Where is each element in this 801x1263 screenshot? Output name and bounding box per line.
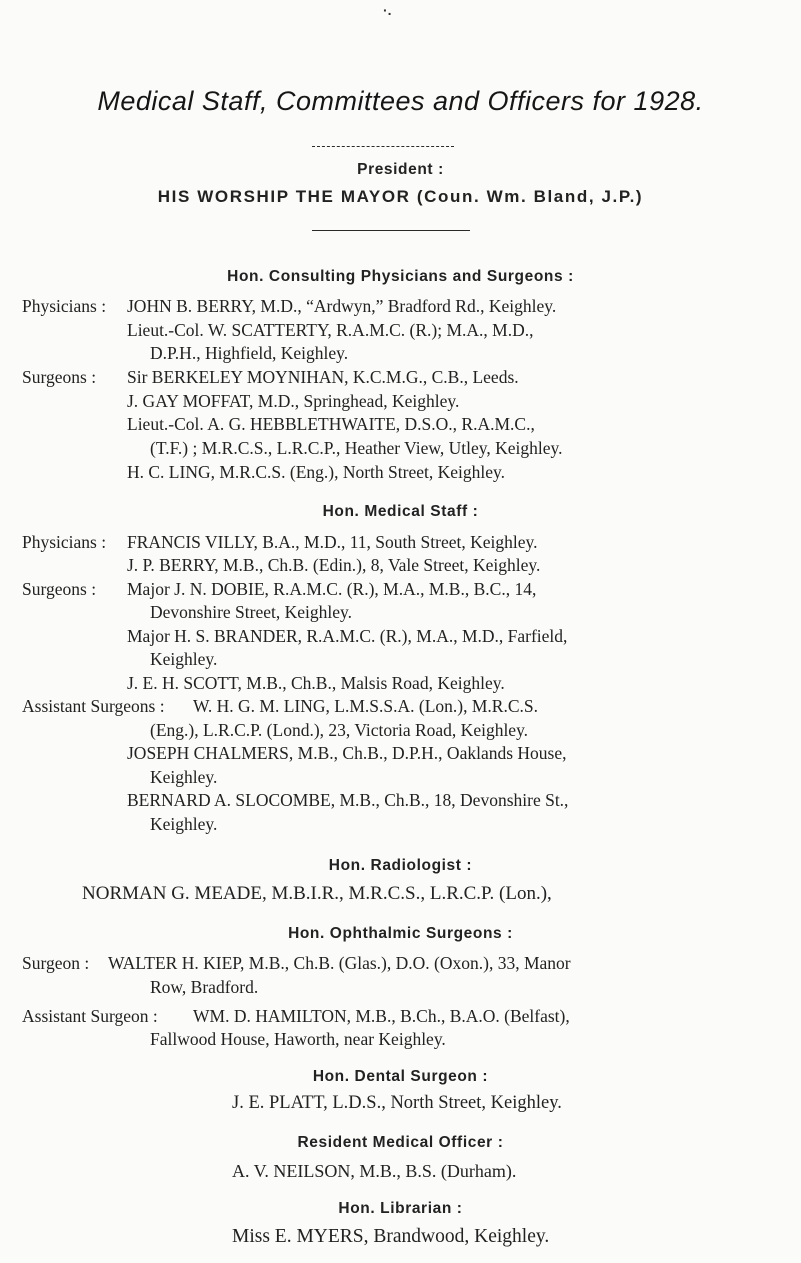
staff-line-5: Major H. S. BRANDER, R.A.M.C. (R.), M.A., M.D., Farfield, <box>127 626 568 646</box>
staff-entry: Major J. N. DOBIE, R.A.M.C. (R.), M.A., M.B., B.C., 14, <box>127 579 537 599</box>
staff-line-12: BERNARD A. SLOCOMBE, M.B., Ch.B., 18, Devonshire St., <box>127 790 569 810</box>
consulting-line-5: J. GAY MOFFAT, M.D., Springhead, Keighley. <box>127 391 460 411</box>
consulting-line-7: (T.F.) ; M.R.C.S., L.R.C.P., Heather View, Utley, Keighley. <box>150 438 563 458</box>
dental-line: J. E. PLATT, L.D.S., North Street, Keighley. <box>232 1093 562 1113</box>
resident-line: A. V. NEILSON, M.B., B.S. (Durham). <box>232 1161 517 1181</box>
resident-heading: Resident Medical Officer : <box>297 1134 504 1151</box>
staff-line-2: J. P. BERRY, M.B., Ch.B. (Edin.), 8, Vale Street, Keighley. <box>127 555 541 575</box>
assistant-surgeon-label: Assistant Surgeon : <box>22 1006 158 1026</box>
staff-line-9: (Eng.), L.R.C.P. (Lond.), 23, Victoria Road, Keighley. <box>150 720 529 740</box>
consulting-line-4 <box>0 367 519 387</box>
president-heading: President : <box>357 161 444 178</box>
physicians-label: Physicians : <box>22 532 107 552</box>
ophthalmic-entry: WALTER H. KIEP, M.B., Ch.B. (Glas.), D.O. (Oxon.), 33, Manor <box>108 953 571 973</box>
consulting-entry: JOHN B. BERRY, M.D., “Ardwyn,” Bradford Rd., Keighley. <box>127 296 557 316</box>
consulting-line-6: Lieut.-Col. A. G. HEBBLETHWAITE, D.S.O., R.A.M.C., <box>127 414 535 434</box>
consulting-entry: Sir BERKELEY MOYNIHAN, K.C.M.G., C.B., Leeds. <box>127 367 519 387</box>
page-mark: ·. <box>383 2 392 18</box>
ophthalmic-line-2: Row, Bradford. <box>150 977 259 997</box>
page-title: Medical Staff, Committees and Officers for 1928. <box>97 86 704 116</box>
consulting-line-8: H. C. LING, M.R.C.S. (Eng.), North Street, Keighley. <box>127 462 505 482</box>
staff-line-3 <box>0 579 536 599</box>
staff-line-10: JOSEPH CHALMERS, M.B., Ch.B., D.P.H., Oaklands House, <box>127 743 567 763</box>
dental-heading: Hon. Dental Surgeon : <box>312 1068 489 1085</box>
ophthalmic-line-1 <box>0 953 571 973</box>
surgeon-label: Surgeon : <box>22 953 90 973</box>
consulting-line-2: Lieut.-Col. W. SCATTERTY, R.A.M.C. (R.); M.A., M.D., <box>127 320 534 340</box>
consulting-line-3: D.P.H., Highfield, Keighley. <box>150 343 349 363</box>
staff-line-11: Keighley. <box>150 767 218 787</box>
radiologist-heading: Hon. Radiologist : <box>328 857 473 874</box>
ophthalmic-line-4: Fallwood House, Haworth, near Keighley. <box>150 1029 446 1049</box>
consulting-line-1 <box>0 296 556 316</box>
assistant-surgeons-label: Assistant Surgeons : <box>22 696 165 716</box>
staff-line-6: Keighley. <box>150 649 218 669</box>
staff-entry: W. H. G. M. LING, L.M.S.S.A. (Lon.), M.R.C.S. <box>193 696 539 716</box>
title-rule <box>312 146 454 147</box>
ophthalmic-entry: WM. D. HAMILTON, M.B., B.Ch., B.A.O. (Belfast), <box>193 1006 570 1026</box>
medical-staff-heading: Hon. Medical Staff : <box>322 503 479 520</box>
surgeons-label: Surgeons : <box>22 579 97 599</box>
staff-line-13: Keighley. <box>150 814 218 834</box>
librarian-heading: Hon. Librarian : <box>338 1200 463 1217</box>
staff-line-8 <box>0 696 538 716</box>
ophthalmic-heading: Hon. Ophthalmic Surgeons : <box>288 925 513 942</box>
president-name: HIS WORSHIP THE MAYOR (Coun. Wm. Bland, J.P.) <box>157 187 644 206</box>
ophthalmic-line-3 <box>0 1006 570 1026</box>
staff-line-7: J. E. H. SCOTT, M.B., Ch.B., Malsis Road, Keighley. <box>127 673 505 693</box>
surgeons-label: Surgeons : <box>22 367 97 387</box>
consulting-heading: Hon. Consulting Physicians and Surgeons : <box>227 268 574 285</box>
radiologist-line: NORMAN G. MEADE, M.B.I.R., M.R.C.S., L.R.C.P. (Lon.), <box>82 883 552 904</box>
librarian-line: Miss E. MYERS, Brandwood, Keighley. <box>232 1226 550 1247</box>
staff-line-4: Devonshire Street, Keighley. <box>150 602 353 622</box>
staff-line-1 <box>0 532 537 552</box>
president-rule <box>312 230 470 231</box>
physicians-label: Physicians : <box>22 296 107 316</box>
staff-entry: FRANCIS VILLY, B.A., M.D., 11, South Street, Keighley. <box>127 532 538 552</box>
